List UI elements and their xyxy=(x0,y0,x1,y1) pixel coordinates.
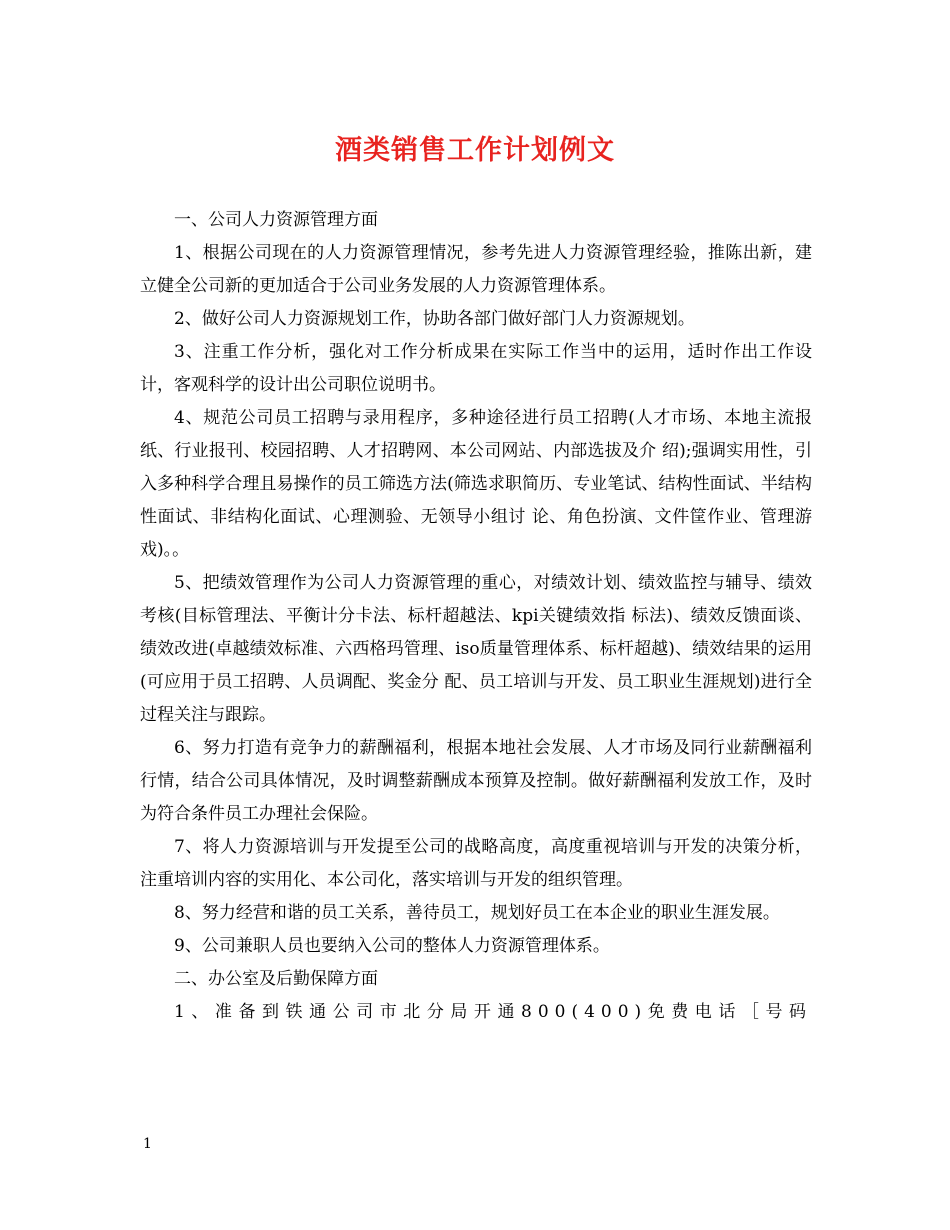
paragraph: 9、公司兼职人员也要纳入公司的整体人力资源管理体系。 xyxy=(174,936,610,956)
document-body xyxy=(140,204,812,1029)
section-heading-2: 二、办公室及后勤保障方面 xyxy=(174,969,378,989)
paragraph: 3、注重工作分析，强化对工作分析成果在实际工作当中的运用，适时作出工作设计，客观科学的设计出公司职位说明书。 xyxy=(140,342,812,395)
paragraph: 2、做好公司人力资源规划工作，协助各部门做好部门人力资源规划。 xyxy=(174,309,695,329)
paragraph: 8、努力经营和谐的员工关系，善待员工，规划好员工在本企业的职业生涯发展。 xyxy=(174,903,780,923)
section-heading-1: 一、公司人力资源管理方面 xyxy=(174,210,378,230)
document-title: 酒类销售工作计划例文 xyxy=(335,135,615,166)
paragraph: 1、根据公司现在的人力资源管理情况，参考先进人力资源管理经验，推陈出新，建立健全公司新的更加适合于公司业务发展的人力资源管理体系。 xyxy=(140,243,812,296)
paragraph: 4、规范公司员工招聘与录用程序，多种途径进行员工招聘(人才市场、本地主流报纸、行业报刊、校园招聘、人才招聘网、本公司网站、内部选拔及介 绍);强调实用性，引入多种科学合理且易操作的员工筛选方法(筛选求职简历、专业笔试、结构性面试、半结构性面试、非结构化面试、心理测验、无领导小组讨 论、角色扮演、文件筐作业、管理游戏)。。 xyxy=(140,408,812,560)
paragraph: 6、努力打造有竞争力的薪酬福利，根据本地社会发展、人才市场及同行业薪酬福利行情，结合公司具体情况，及时调整薪酬成本预算及控制。做好薪酬福利发放工作，及时为符合条件员工办理社会保险。 xyxy=(140,738,812,824)
paragraph: 7、将人力资源培训与开发提至公司的战略高度，高度重视培训与开发的决策分析，注重培训内容的实用化、本公司化，落实培训与开发的组织管理。 xyxy=(140,837,812,890)
page-number: 1 xyxy=(143,1136,152,1152)
paragraph: 1、准备到铁通公司市北分局开通800(400)免费电话［号码 xyxy=(174,1002,812,1022)
paragraph: 5、把绩效管理作为公司人力资源管理的重心，对绩效计划、绩效监控与辅导、绩效考核(目标管理法、平衡计分卡法、标杆超越法、kpi关键绩效指 标法)、绩效反馈面谈、绩效改进(卓越绩效标准、六西格玛管理、iso质量管理体系、标杆超越)、绩效结果的运用(可应用于员工招聘、人员调配、奖金分 配、员工培训与开发、员工职业生涯规划)进行全过程关注与跟踪。 xyxy=(140,573,812,725)
